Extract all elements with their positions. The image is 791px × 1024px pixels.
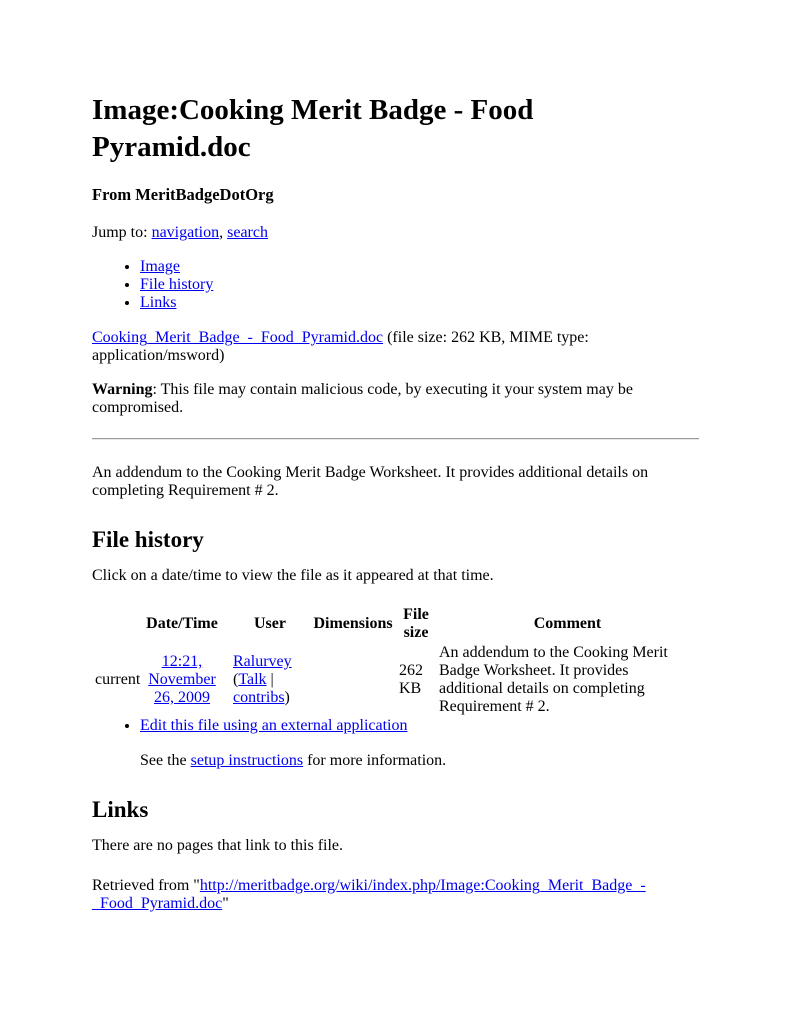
dimensions-cell <box>310 643 396 717</box>
table-row <box>92 643 699 717</box>
user-paren-close: ) <box>284 689 290 706</box>
jump-to-prefix: Jump to: <box>92 224 152 241</box>
list-item <box>140 258 699 276</box>
file-history-intro: Click on a date/time to view the file as it appeared at that time. <box>92 567 494 584</box>
contribs-link[interactable]: contribs <box>233 689 285 706</box>
navigation-link[interactable]: navigation <box>151 224 220 241</box>
list-item <box>140 294 699 312</box>
revision-datetime-link[interactable]: 12:21, November 26, 2009 <box>148 653 216 706</box>
file-history-heading: File history <box>92 527 204 552</box>
current-label: current <box>95 671 141 688</box>
retrieved-suffix: " <box>222 895 229 912</box>
file-download-link[interactable]: Cooking_Merit_Badge_-_Food_Pyramid.doc <box>92 329 384 346</box>
setup-note <box>140 752 699 770</box>
header-file-size: File size <box>403 606 429 641</box>
page-toc <box>92 258 699 312</box>
edit-external-app-link[interactable]: Edit this file using an external application <box>140 717 408 734</box>
links-empty-text: There are no pages that link to this file. <box>92 837 344 854</box>
retrieved-from-line <box>92 877 699 913</box>
header-spacer <box>92 605 134 643</box>
toc-links-link[interactable]: Links <box>140 294 177 311</box>
section-divider <box>92 438 699 440</box>
file-description: An addendum to the Cooking Merit Badge Worksheet. It provides additional details on completing Requirement # 2. <box>92 464 649 499</box>
talk-link[interactable]: Talk <box>238 671 267 688</box>
setup-note-suffix: for more information. <box>303 752 447 769</box>
header-datetime: Date/Time <box>146 615 218 632</box>
list-item <box>140 717 699 735</box>
user-paren-open: ( <box>233 671 239 688</box>
retrieved-url-link[interactable]: http://meritbadge.org/wiki/index.php/Image:Cooking_Merit_Badge_-_Food_Pyramid.doc <box>92 877 646 912</box>
warning-label: Warning <box>92 381 153 398</box>
site-subtitle: From MeritBadgeDotOrg <box>92 185 274 204</box>
warning-line <box>92 381 699 417</box>
file-info-line <box>92 329 699 365</box>
warning-text: : This file may contain malicious code, by executing it your system may be compromised. <box>92 381 633 416</box>
setup-note-prefix: See the <box>140 752 191 769</box>
links-heading: Links <box>92 797 149 822</box>
user-link[interactable]: Ralurvey <box>233 653 292 670</box>
toc-image-link[interactable]: Image <box>140 258 180 275</box>
user-cell <box>230 643 310 717</box>
file-size-cell: 262 KB <box>399 662 423 697</box>
setup-instructions-link[interactable]: setup instructions <box>190 752 304 769</box>
file-info-details: (file size: 262 KB, MIME type: application/msword) <box>92 329 589 364</box>
header-dimensions: Dimensions <box>313 615 393 632</box>
toc-file-history-link[interactable]: File history <box>140 276 214 293</box>
file-actions-list <box>92 717 699 735</box>
header-user: User <box>254 615 286 632</box>
list-item <box>140 276 699 294</box>
jump-to-line <box>92 224 699 242</box>
datetime-cell <box>134 643 230 717</box>
comment-cell: An addendum to the Cooking Merit Badge Worksheet. It provides additional details on completing Requirement # 2. <box>439 644 668 715</box>
header-comment: Comment <box>533 615 602 632</box>
retrieved-prefix: Retrieved from " <box>92 877 200 894</box>
table-header-row <box>92 605 699 643</box>
file-history-table <box>92 605 699 717</box>
search-link[interactable]: search <box>227 224 268 241</box>
user-separator: | <box>266 671 274 688</box>
jump-to-separator: , <box>219 224 228 241</box>
page-title: Image:Cooking Merit Badge - Food Pyramid.doc <box>92 94 534 163</box>
